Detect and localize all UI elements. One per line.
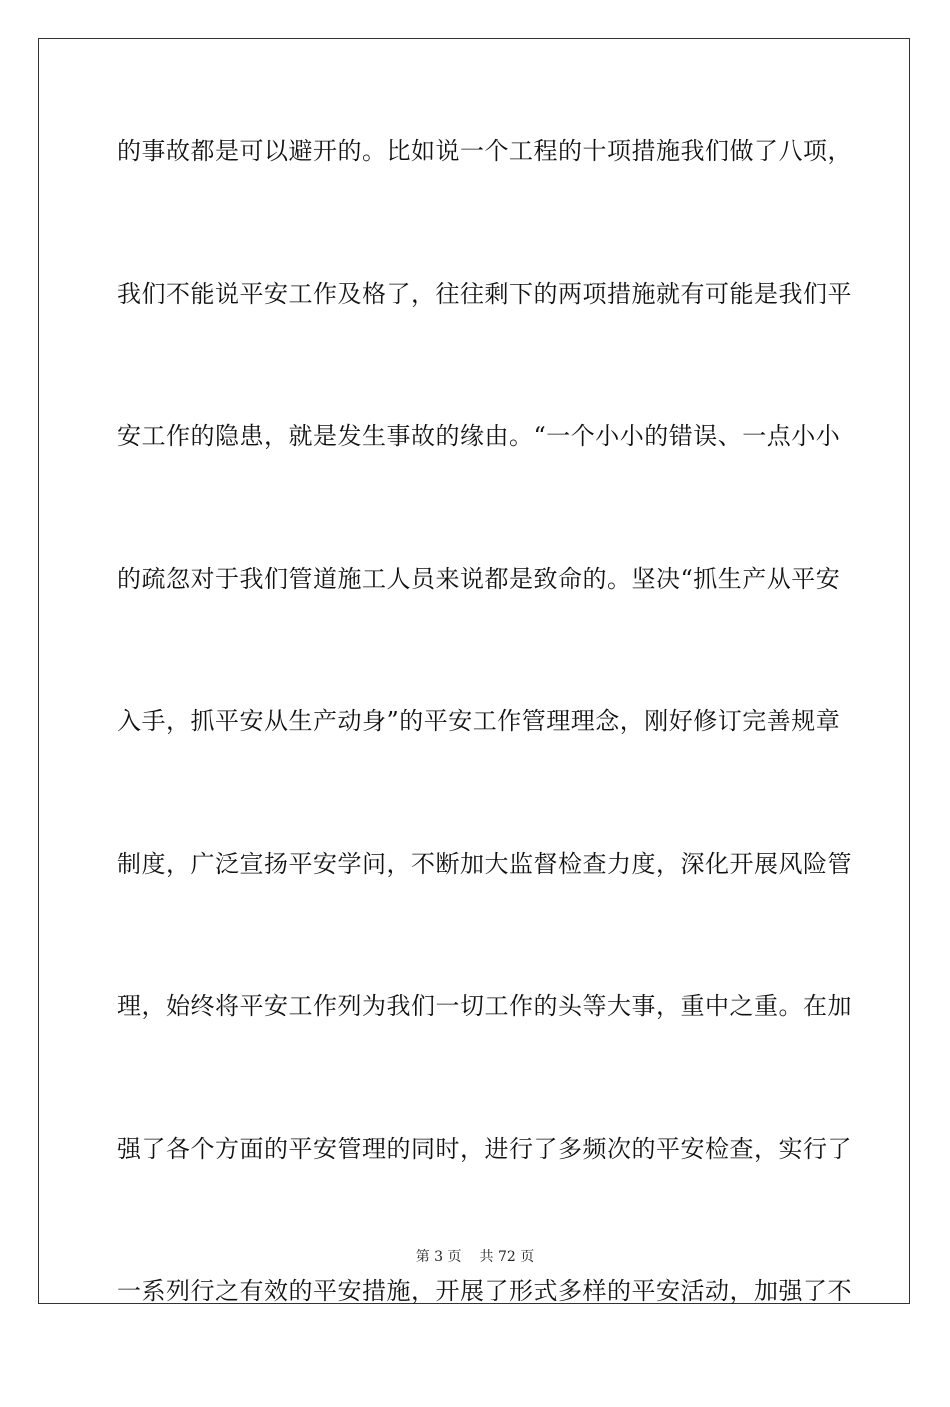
- text-line-6: 制度，广泛宣扬平安学问，不断加大监督检查力度，深化开展风险管: [117, 849, 852, 878]
- text-line-1: 的事故都是可以避开的。比如说一个工程的十项措施我们做了八项，: [117, 137, 852, 165]
- text-line-5: 入手，抓平安从生产动身”的平安工作管理理念，刚好修订完善规章: [117, 707, 841, 735]
- document-body: [117, 124, 852, 1407]
- text-line-4: 的疏忽对于我们管道施工人员来说都是致命的。坚决“抓生产从平安: [117, 564, 841, 593]
- page-total: 共 72 页: [479, 1249, 535, 1265]
- page-footer: [0, 1246, 950, 1266]
- text-line-9: 一系列行之有效的平安措施，开展了形式多样的平安活动，加强了不: [117, 1277, 852, 1305]
- text-line-3: 安工作的隐患，就是发生事故的缘由。“一个小小的错误、一点小小: [117, 422, 841, 450]
- text-line-2: 我们不能说平安工作及格了，往往剩下的两项措施就有可能是我们平: [117, 279, 852, 308]
- page-number: 第 3 页: [415, 1249, 462, 1265]
- text-line-7: 理，始终将平安工作列为我们一切工作的头等大事，重中之重。在加: [117, 992, 852, 1020]
- text-line-8: 强了各个方面的平安管理的同时，进行了多频次的平安检查，实行了: [117, 1134, 852, 1163]
